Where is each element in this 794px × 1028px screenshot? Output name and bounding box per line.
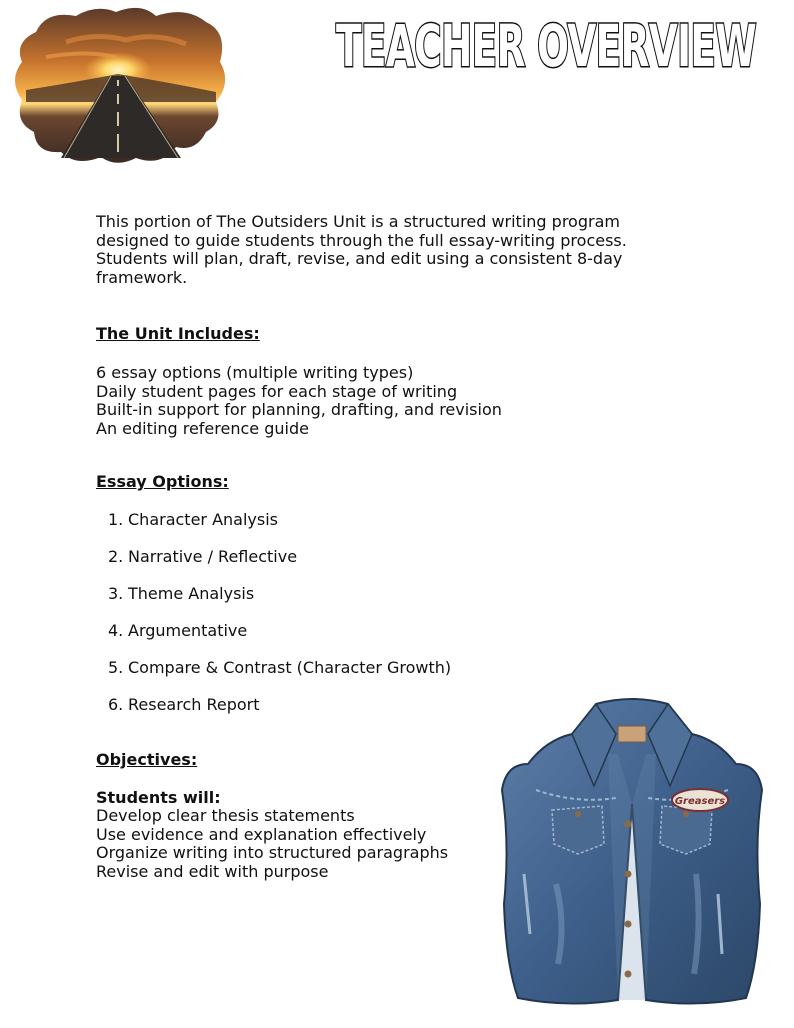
overview-content [96, 212, 656, 881]
objectives-heading: Objectives: [96, 750, 198, 769]
list-number: 5. [108, 658, 124, 677]
list-number: 4. [108, 621, 124, 640]
list-number: 2. [108, 547, 124, 566]
denim-vest-illustration [496, 694, 768, 1008]
list-number: 3. [108, 584, 124, 603]
list-label: Research Report [128, 695, 260, 714]
list-item: Develop clear thesis statements [96, 806, 355, 825]
list-label: Narrative / Reflective [128, 547, 298, 566]
list-item: Use evidence and explanation effectively [96, 824, 427, 844]
list-number: 1. [108, 510, 124, 529]
list-item [96, 511, 451, 548]
page-title [332, 6, 762, 80]
list-item [96, 659, 451, 696]
page-title-text: TEACHER OVERVIEW [336, 12, 757, 80]
vest-patch-text: Greasers [674, 796, 726, 807]
list-item [96, 585, 451, 622]
list-label: Theme Analysis [128, 584, 255, 603]
list-item [96, 696, 451, 733]
list-label: Character Analysis [128, 510, 278, 529]
intro-paragraph: This portion of The Outsiders Unit is a structured writing program designed to guide students through the full essay-writing process. Students will plan, draft, revise, and edit using a consistent 8-day framework. [96, 212, 627, 287]
essay-options-heading: Essay Options: [96, 472, 229, 491]
list-item [96, 548, 451, 585]
list-label: Compare & Contrast (Character Growth) [128, 658, 452, 677]
objectives-list [96, 807, 448, 881]
list-item: 6 essay options (multiple writing types) [96, 363, 414, 382]
unit-includes-heading: The Unit Includes: [96, 324, 260, 343]
list-label: Argumentative [128, 621, 248, 640]
sunset-road-illustration [6, 2, 232, 170]
list-item: Revise and edit with purpose [96, 861, 329, 881]
essay-options-list [96, 511, 451, 733]
list-item: Organize writing into structured paragraphs [96, 843, 449, 862]
objectives-lead: Students will: [96, 788, 221, 807]
unit-includes-list [96, 364, 502, 438]
list-item: Built-in support for planning, drafting, and revision [96, 400, 502, 419]
list-item: Daily student pages for each stage of writing [96, 381, 458, 401]
list-item: An editing reference guide [96, 418, 309, 438]
list-item [96, 622, 451, 659]
list-number: 6. [108, 695, 124, 714]
